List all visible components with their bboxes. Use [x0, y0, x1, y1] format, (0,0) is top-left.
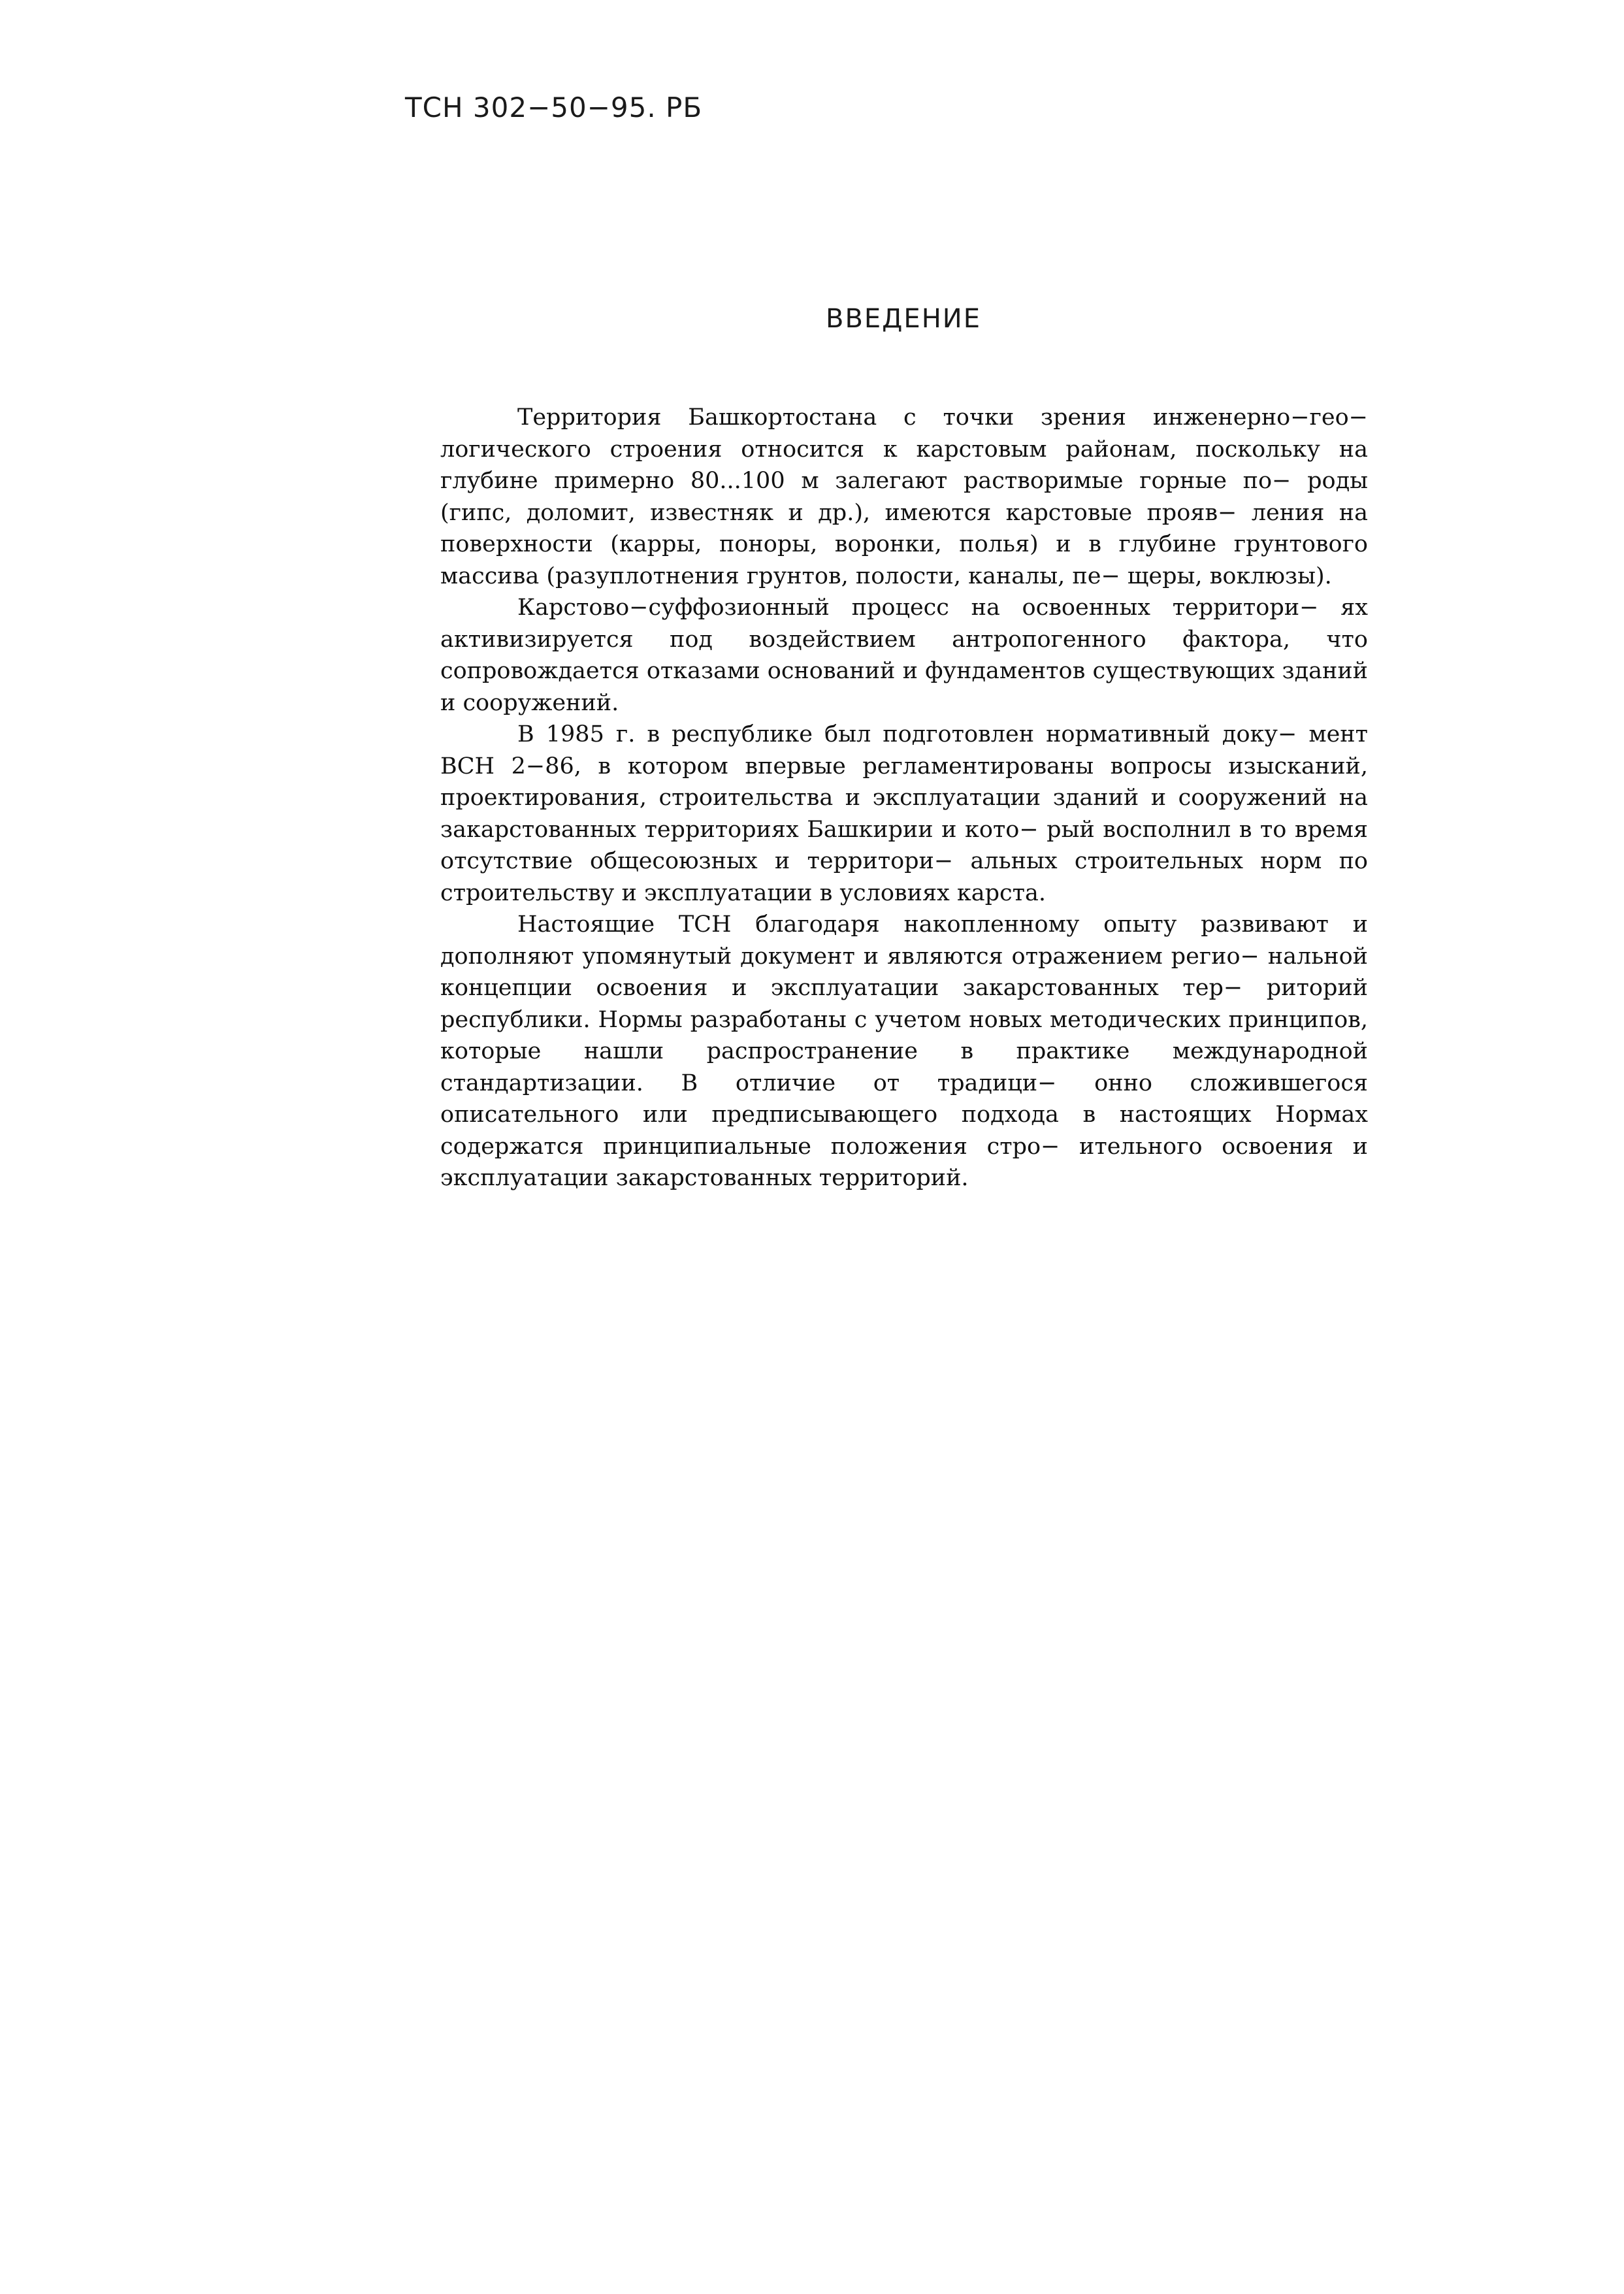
- body-text: [440, 402, 1368, 1194]
- document-code-header: ТСН 302−50−95. РБ: [405, 91, 703, 123]
- section-title: ВВЕДЕНИЕ: [826, 304, 981, 334]
- paragraph: Карстово−суффозионный процесс на освоенных территори− ях активизируется под воздействием антропогенного фактора, что сопровождается отказами оснований и фундаментов существующих зданий и сооружений.: [440, 595, 1368, 716]
- paragraph: Настоящие ТСН благодаря накопленному опыту развивают и дополняют упомянутый документ и являются отражением регио− нальной концепции освоения и эксплуатации закарстованных тер− риторий республики. Нормы разработаны с учетом новых методических принципов, которые нашли распространение в практике международной стандартизации. В отличие от традици− онно сложившегося описательного или предписывающего подхода в настоящих Нормах содержатся принципиальные положения стро− ительного освоения и эксплуатации закарстованных территорий.: [440, 911, 1368, 1191]
- paragraph: В 1985 г. в республике был подготовлен нормативный доку− мент ВСН 2−86, в котором впервые регламентированы вопросы изысканий, проектирования, строительства и эксплуатации зданий и сооружений на закарстованных территориях Башкирии и кото− рый восполнил в то время отсутствие общесоюзных и территори− альных строительных норм по строительству и эксплуатации в условиях карста.: [440, 721, 1368, 906]
- paragraph: Территория Башкортостана с точки зрения инженерно−гео− логического строения относится к карстовым районам, поскольку на глубине примерно 80...100 м залегают растворимые горные по− роды (гипс, доломит, известняк и др.), имеются карстовые прояв− ления на поверхности (карры, поноры, воронки, полья) и в глубине грунтового массива (разуплотнения грунтов, полости, каналы, пе− щеры, воклюзы).: [440, 404, 1368, 589]
